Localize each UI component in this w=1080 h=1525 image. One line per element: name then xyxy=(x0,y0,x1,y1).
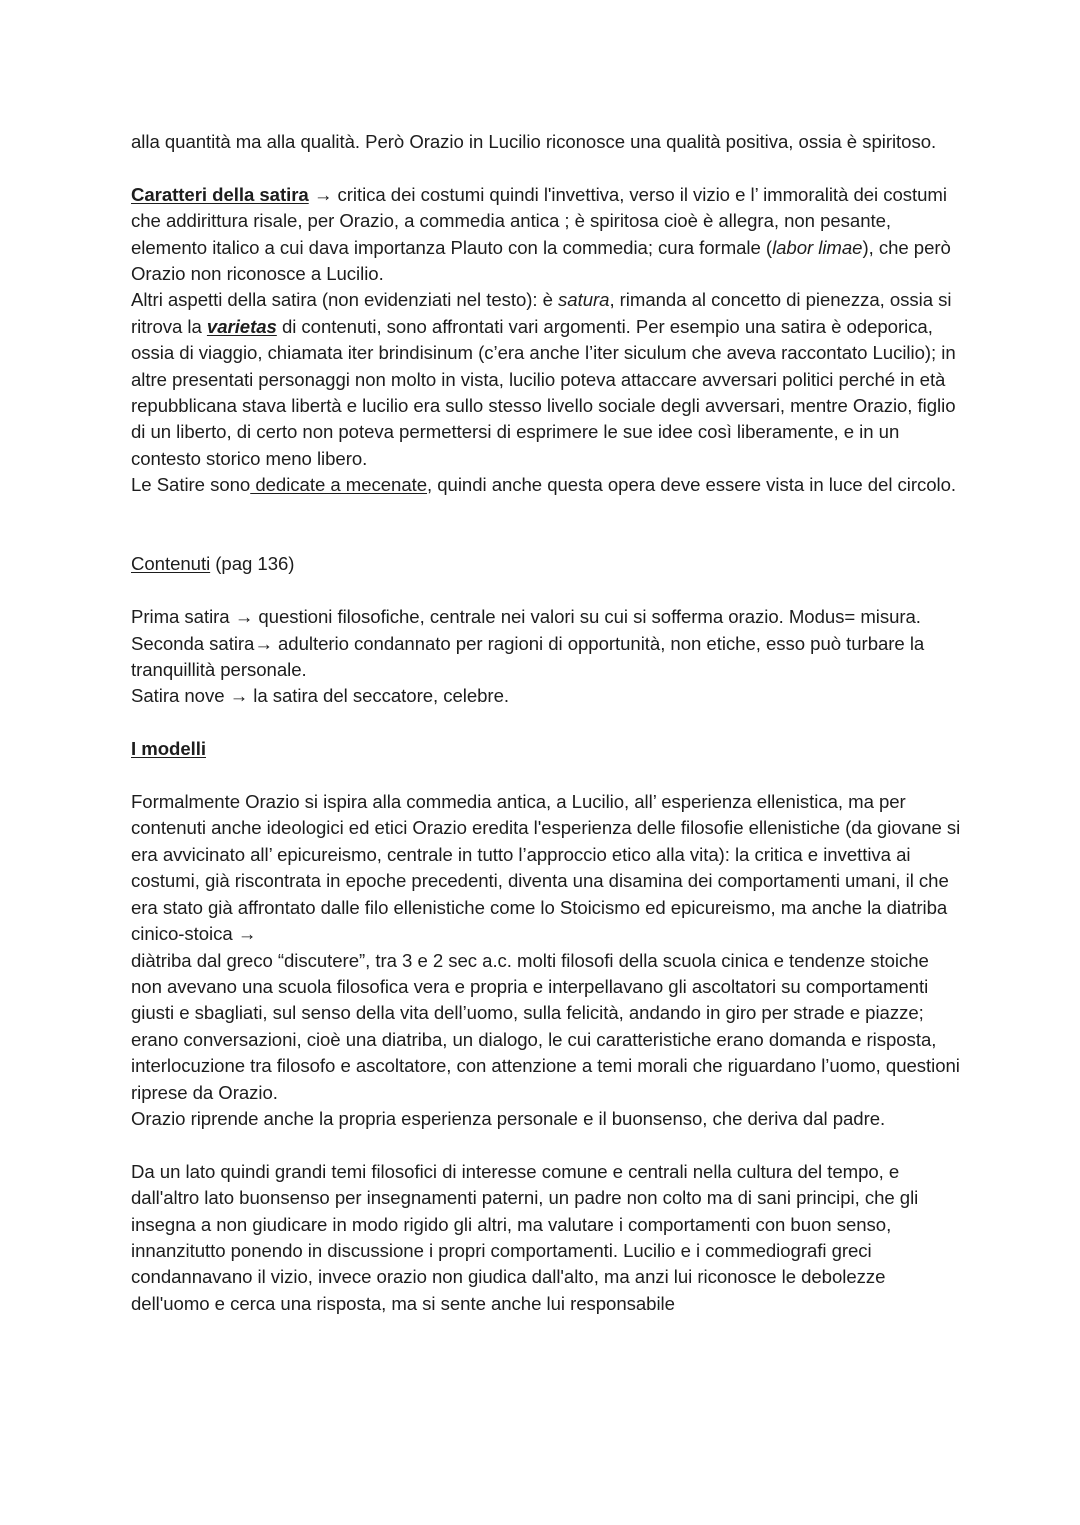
modelli-paragraph-1: Formalmente Orazio si ispira alla commedia antica, a Lucilio, all’ esperienza ellenistica, ma per contenuti anche ideologici ed etici Orazio eredita l'esperienza delle filosofie ellenistiche (da giovane si era avvicinato all’ epicureismo, centrale in tutto l’approccio etico alla vita): la critica e invettiva ai costumi, già riscontrata in epoche precedenti, diventa una disamina dei comportamenti umani, il che era stato già affrontato dalle filo ellenistiche come lo Stoicismo ed epicureismo, ma anche la diatriba cinico-stoica → xyxy=(131,791,961,945)
caratteri-heading: Caratteri della satira xyxy=(131,183,309,205)
modelli-heading: I modelli xyxy=(131,738,206,760)
satura-term: satura xyxy=(558,289,610,311)
labor-limae-term: labor limae xyxy=(772,236,863,258)
caratteri-paragraph xyxy=(131,182,961,288)
contenuti-heading: Contenuti xyxy=(131,553,211,575)
altri-aspetti-paragraph xyxy=(131,287,961,472)
altri-text-3: di contenuti, sono affrontati vari argomenti. Per esempio una satira è odeporica, ossia di viaggio, chiamata iter brindisinum (c’era anche l’iter siculum che aveva raccontato Lucilio); in altre presentati personaggi non molto in vista, lucilio poteva attaccare avversari politici perché in età repubblicana stava libertà e lucilio era sullo stesso livello sociale degli avversari, mentre Orazio, figlio di un liberto, di certo non poteva permettersi di esprimere le sue idee così liberamente, e in un contesto storico meno libero. xyxy=(131,315,956,469)
document-page xyxy=(131,129,961,1317)
contenuti-page-ref: (pag 136) xyxy=(210,553,295,575)
altri-text-1: Altri aspetti della satira (non evidenziati nel testo): è xyxy=(131,289,559,311)
dedicate-mecenate-text: dedicate a mecenate xyxy=(250,474,428,496)
contenuti-title xyxy=(131,551,961,577)
contenuti-line-2: Seconda satira→ adulterio condannato per ragioni di opportunità, non etiche, esso può turbare la tranquillità personale. xyxy=(131,632,925,681)
intro-paragraph: alla quantità ma alla qualità. Però Orazio in Lucilio riconosce una qualità positiva, ossia è spiritoso. xyxy=(131,131,937,152)
contenuti-line-1: Prima satira → questioni filosofiche, centrale nei valori su cui si sofferma orazio. Modus= misura. xyxy=(131,606,921,628)
satire-dedicate-paragraph xyxy=(131,472,961,498)
contenuti-line-3: Satira nove → la satira del seccatore, celebre. xyxy=(131,685,509,707)
caratteri-text-1: → critica dei costumi quindi l'invettiva, verso il vizio e l’ immoralità dei costumi che addirittura risale, per Orazio, a commedia antica ; è spiritosa cioè è allegra, non pesante, elemento italico a cui dava importanza Plauto con la commedia; cura formale ( xyxy=(131,183,947,258)
caratteri-text-2: ), che però Orazio non riconosce a Lucilio. xyxy=(131,236,951,285)
modelli-paragraph-4: Da un lato quindi grandi temi filosofici di interesse comune e centrali nella cultura del tempo, e dall'altro lato buonsenso per insegnamenti paterni, un padre non colto ma di sani principi, che gli insegna a non giudicare in modo rigido gli altri, ma valutare i comportamenti con buon senso, innanzitutto ponendo in discussione i propri comportamenti. Lucilio e i commediografi greci condannavano il vizio, invece orazio non giudica dall'alto, ma anzi lui riconosce le debolezze dell'uomo e cerca una risposta, ma si sente anche lui responsabile xyxy=(131,1160,919,1314)
modelli-paragraph-3: Orazio riprende anche la propria esperienza personale e il buonsenso, che deriva dal padre. xyxy=(131,1107,886,1129)
altri-text-2: , rimanda al concetto di pienezza, ossia si ritrova la xyxy=(131,289,952,337)
satire-text-2: , quindi anche questa opera deve essere vista in luce del circolo. xyxy=(427,474,957,496)
varietas-term: varietas xyxy=(206,315,277,337)
satire-text-1: Le Satire sono xyxy=(131,474,251,496)
modelli-title xyxy=(131,736,961,762)
modelli-paragraph-2: diàtriba dal greco “discutere”, tra 3 e 2 sec a.c. molti filosofi della scuola cinica e tendenze stoiche non avevano una scuola filosofica vera e propria e interpellavano gli ascoltatori su comportamenti giusti e sbagliati, sul senso della vita dell’uomo, sulla felicità, andando in giro per strade e piazze; erano conversazioni, cioè una diatriba, un dialogo, le cui caratteristiche erano domanda e risposta, interlocuzione tra filosofo e ascoltatore, con attenzione a temi morali che riguardano l’uomo, questioni riprese da Orazio. xyxy=(131,949,960,1103)
